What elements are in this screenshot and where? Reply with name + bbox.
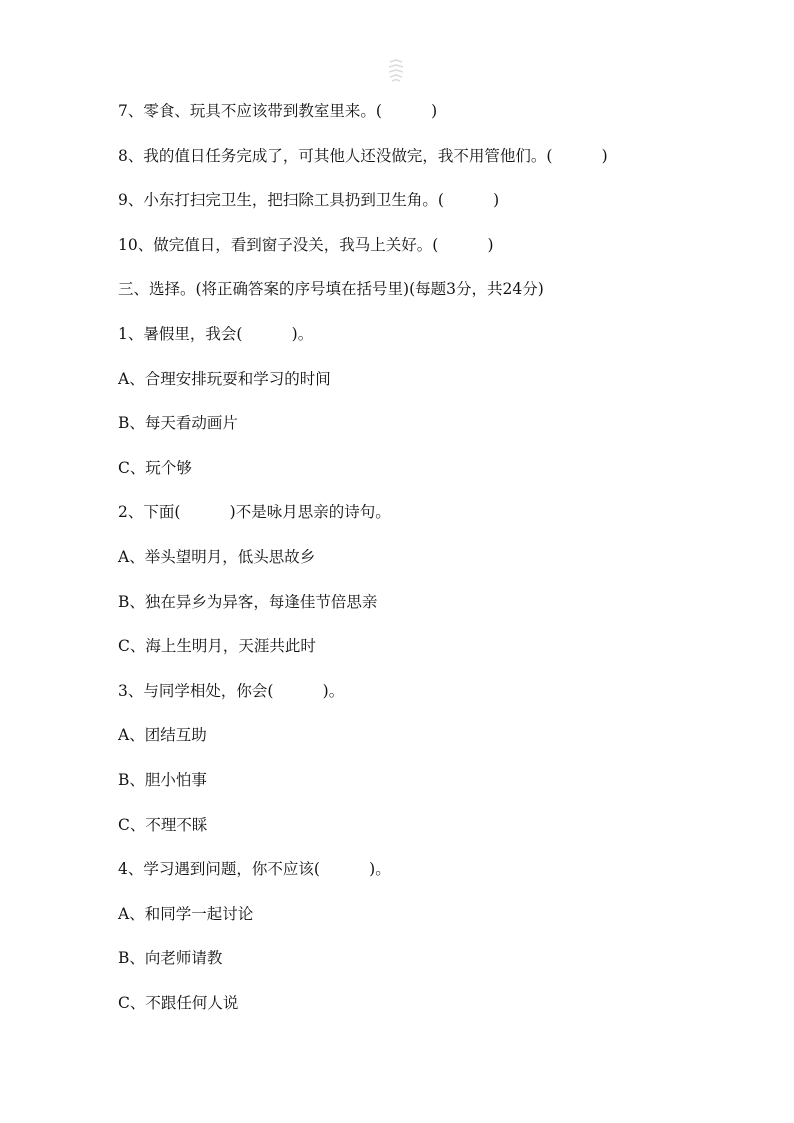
choice-4-option-a: A、和同学一起讨论 (118, 904, 254, 923)
question-10: 10、做完值日，看到窗子没关，我马上关好。( ) (118, 235, 494, 254)
choice-1-option-b: B、每天看动画片 (118, 414, 238, 433)
document-body (118, 100, 738, 1036)
choice-3-option-c: C、不理不睬 (118, 815, 208, 834)
choice-2-option-b: B、独在异乡为异客，每逢佳节倍思亲 (118, 592, 378, 611)
question-8: 8、我的值日任务完成了，可其他人还没做完，我不用管他们。( ) (118, 146, 608, 165)
choice-3-option-a: A、团结互助 (118, 726, 207, 745)
choice-4-option-c: C、不跟任何人说 (118, 993, 239, 1012)
watermark-logo-icon (385, 58, 407, 84)
choice-question-3: 3、与同学相处，你会( )。 (118, 681, 345, 700)
choice-3-option-b: B、胆小怕事 (118, 770, 207, 789)
choice-4-option-b: B、向老师请教 (118, 949, 223, 968)
choice-1-option-c: C、玩个够 (118, 458, 192, 477)
choice-1-option-a: A、合理安排玩耍和学习的时间 (118, 369, 331, 388)
question-7: 7、零食、玩具不应该带到教室里来。( ) (118, 102, 438, 120)
choice-question-2: 2、下面( )不是咏月思亲的诗句。 (118, 503, 391, 522)
choice-question-1: 1、暑假里，我会( )。 (118, 324, 314, 343)
section-heading-choice: 三、选择。(将正确答案的序号填在括号里)(每题3分，共24分) (118, 280, 544, 299)
choice-question-4: 4、学习遇到问题，你不应该( )。 (118, 860, 391, 879)
choice-2-option-c: C、海上生明月，天涯共此时 (118, 637, 316, 656)
choice-2-option-a: A、举头望明月，低头思故乡 (118, 547, 316, 566)
question-9: 9、小东打扫完卫生，把扫除工具扔到卫生角。( ) (118, 191, 500, 210)
